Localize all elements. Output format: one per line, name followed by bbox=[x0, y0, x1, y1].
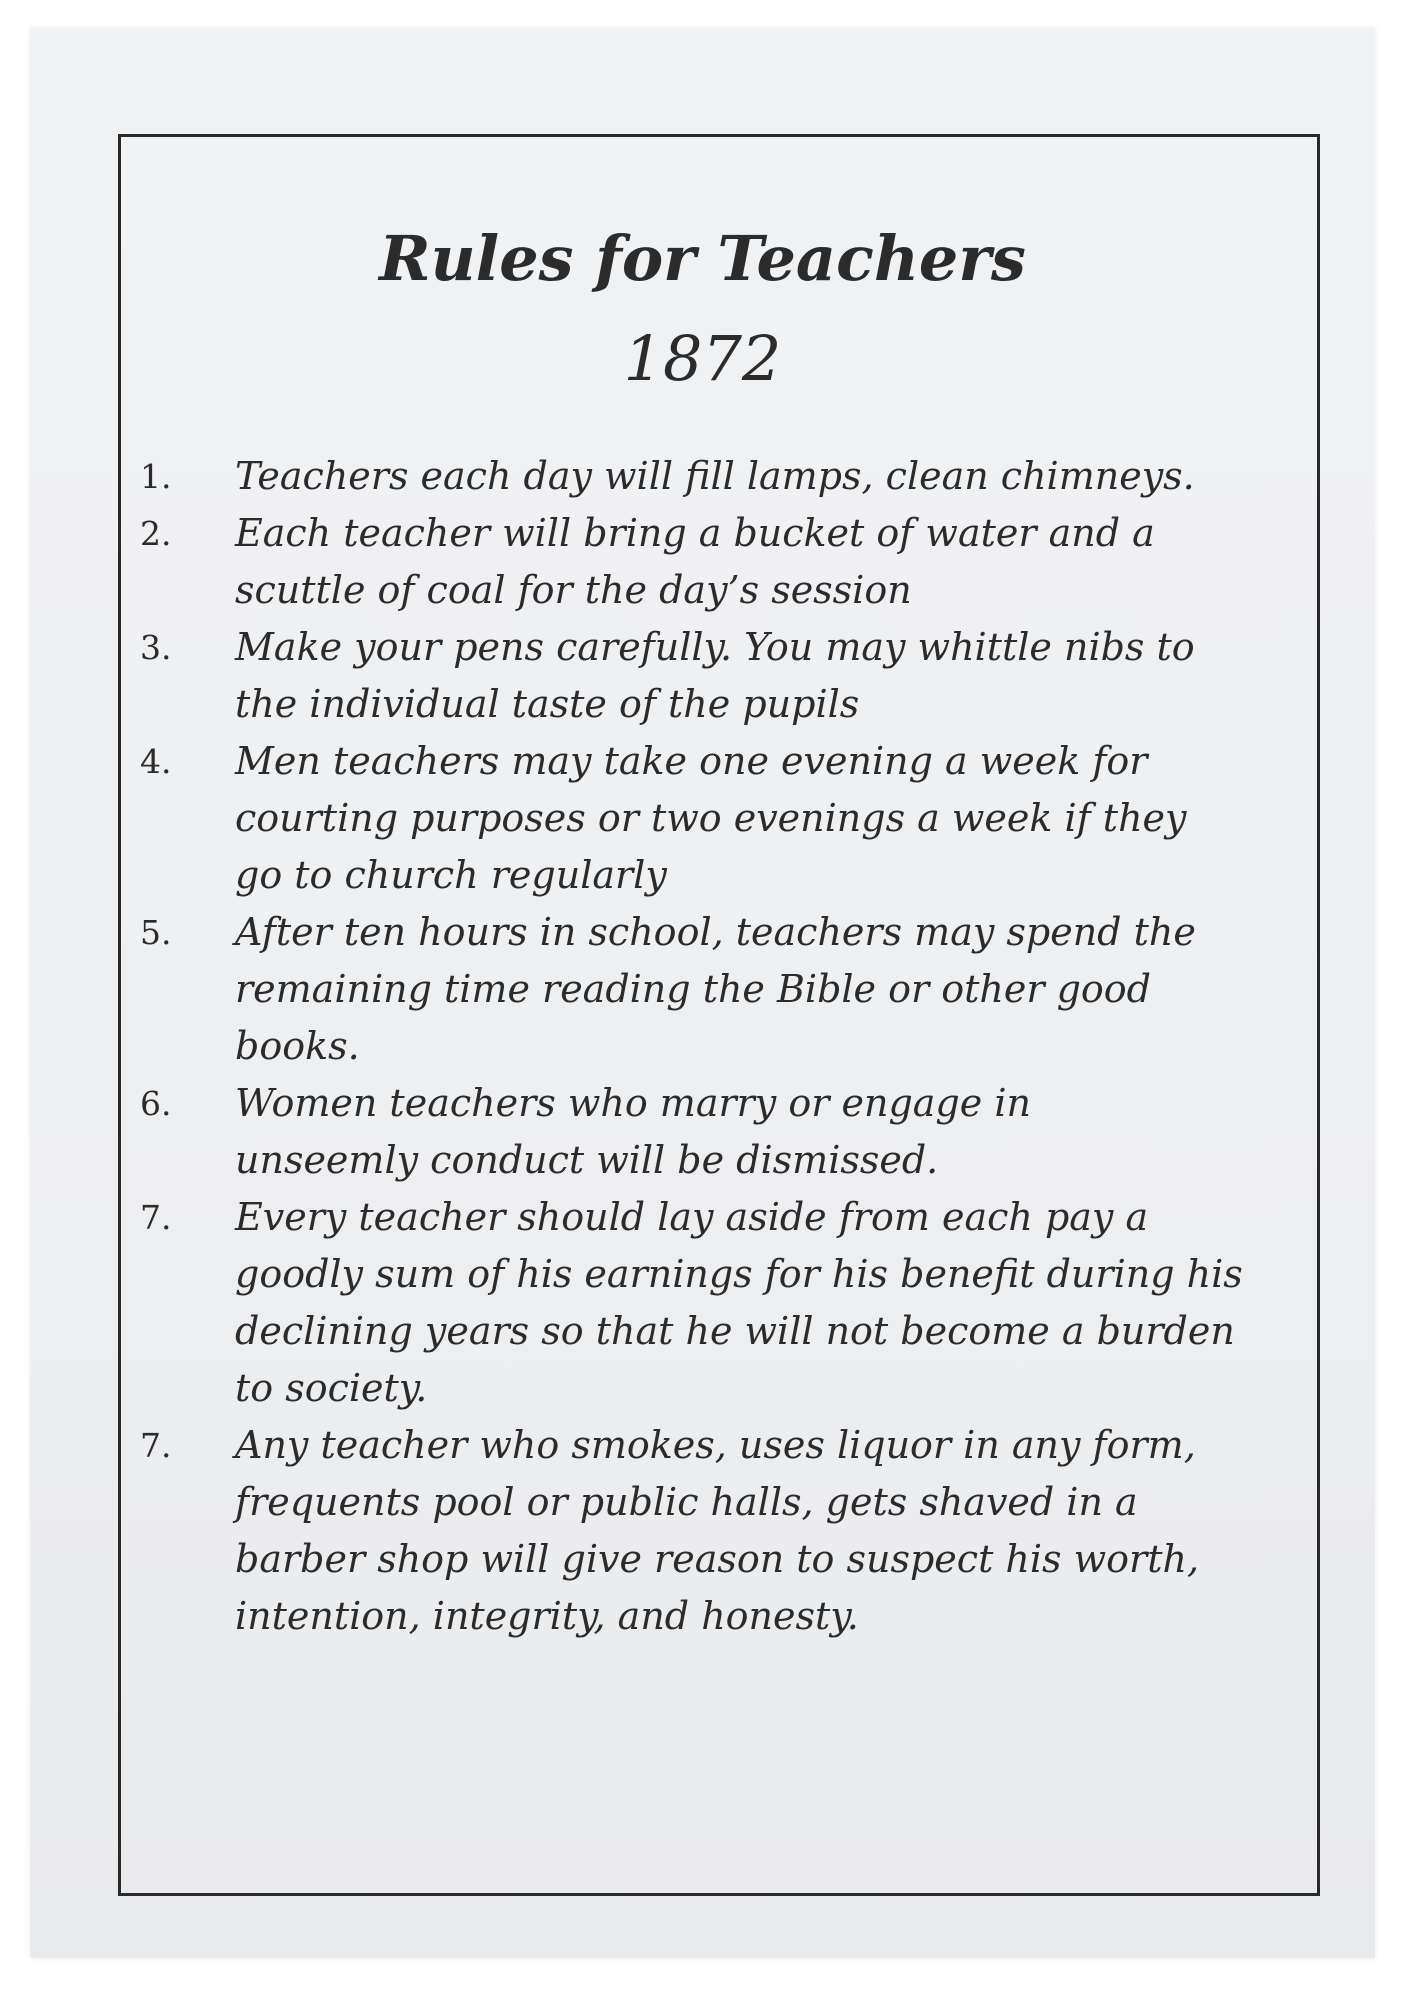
rule-text: Teachers each day will fill lamps, clean chimneys. bbox=[235, 454, 1195, 498]
rule-text: Make your pens carefully. You may whittle nibs to the individual taste of the pupils bbox=[235, 625, 1195, 726]
document-year: 1872 bbox=[623, 322, 782, 395]
rules-list bbox=[140, 448, 1280, 1645]
rule-number: 6. bbox=[140, 1084, 172, 1123]
rule-item bbox=[140, 904, 1280, 1075]
rule-number: 7. bbox=[140, 1198, 172, 1237]
rule-number: 7. bbox=[140, 1426, 172, 1465]
rule-number: 5. bbox=[140, 913, 172, 952]
rule-text: After ten hours in school, teachers may spend the remaining time reading the Bible or other good books. bbox=[235, 910, 1196, 1068]
rule-number: 2. bbox=[140, 514, 172, 553]
rule-item bbox=[140, 505, 1280, 619]
rule-number: 1. bbox=[140, 457, 172, 496]
rule-item bbox=[140, 1189, 1280, 1417]
rule-text: Each teacher will bring a bucket of water and a scuttle of coal for the day’s session bbox=[235, 511, 1155, 612]
rule-item bbox=[140, 1075, 1280, 1189]
paper-sheet bbox=[30, 28, 1375, 1958]
rule-number: 3. bbox=[140, 628, 172, 667]
rule-text: Every teacher should lay aside from each pay a goodly sum of his earnings for his benefit during his declining years so that he will not become a burden to society. bbox=[235, 1195, 1243, 1410]
rule-item bbox=[140, 733, 1280, 904]
rule-number: 4. bbox=[140, 742, 172, 781]
rule-text: Women teachers who marry or engage in unseemly conduct will be dismissed. bbox=[235, 1081, 1031, 1182]
rule-text: Any teacher who smokes, uses liquor in any form, frequents pool or public halls, gets shaved in a barber shop will give reason to suspect his worth, intention, integrity, and honesty. bbox=[235, 1423, 1200, 1638]
rule-text: Men teachers may take one evening a week for courting purposes or two evenings a week if they go to church regularly bbox=[235, 739, 1187, 897]
rule-item bbox=[140, 448, 1280, 505]
rule-item bbox=[140, 619, 1280, 733]
rule-item bbox=[140, 1417, 1280, 1645]
document-title: Rules for Teachers bbox=[379, 222, 1026, 295]
